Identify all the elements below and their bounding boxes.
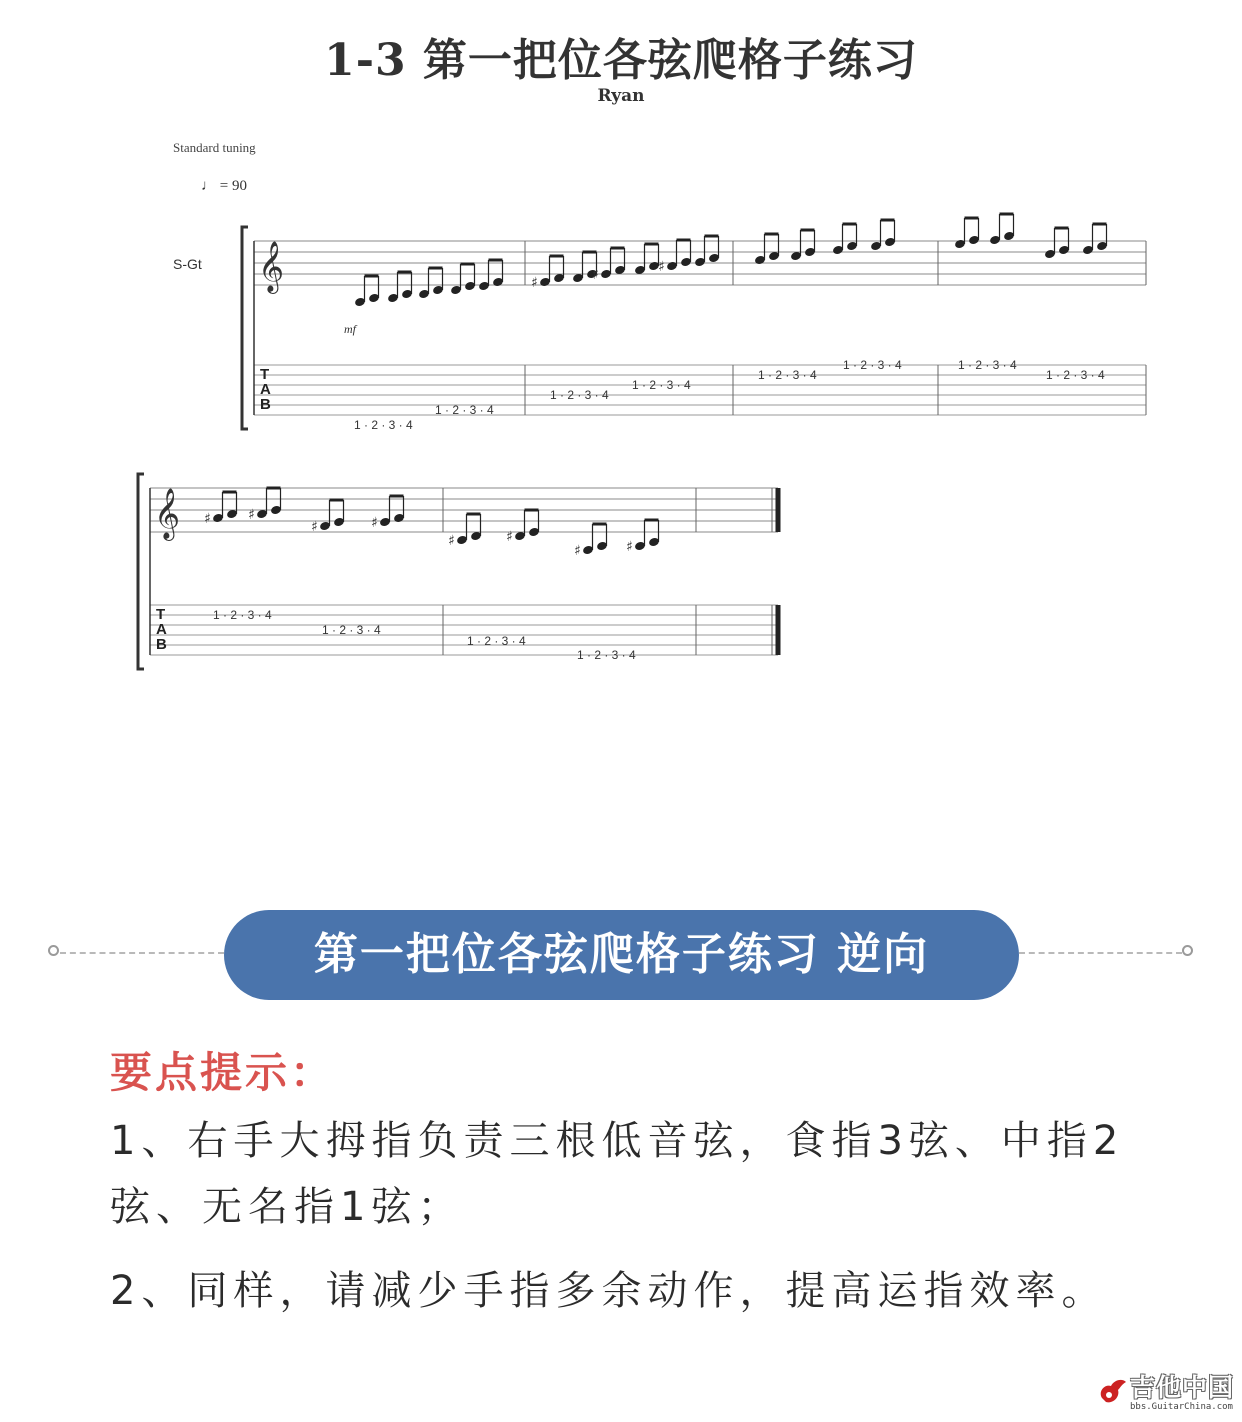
sharp-sign: ♯ bbox=[371, 515, 378, 531]
tab-letter: B bbox=[260, 396, 271, 413]
tab-fingering-group: 1 · 2 · 3 · 4 bbox=[550, 388, 609, 402]
tab-fingering-group: 1 · 2 · 3 · 4 bbox=[354, 418, 413, 432]
sheet-composer: Ryan bbox=[597, 86, 645, 106]
score-system-2 bbox=[138, 474, 778, 669]
treble-clef: 𝄞 bbox=[258, 241, 285, 292]
divider-line-right bbox=[1019, 952, 1182, 954]
system-bracket bbox=[138, 474, 144, 669]
tab-fingering-group: 1 · 2 · 3 · 4 bbox=[577, 648, 636, 662]
divider-dot-right bbox=[1182, 945, 1193, 956]
tab-fingering-group: 1 · 2 · 3 · 4 bbox=[467, 634, 526, 648]
music-score bbox=[0, 0, 1242, 700]
watermark-url: bbs.GuitarChina.com bbox=[1130, 1402, 1233, 1412]
tab-letter: A bbox=[156, 621, 167, 638]
sharp-sign: ♯ bbox=[204, 511, 211, 527]
tip-item-2: 2、同样，请减少手指多余动作，提高运指效率。 bbox=[110, 1268, 1108, 1314]
tab-fingering-group: 1 · 2 · 3 · 4 bbox=[322, 623, 381, 637]
sharp-sign: ♯ bbox=[311, 519, 318, 535]
watermark bbox=[1096, 1368, 1236, 1418]
tab-fingering-group: 1 · 2 · 3 · 4 bbox=[758, 368, 817, 382]
instrument-label: S-Gt bbox=[173, 256, 202, 272]
section-title: 第一把位各弦爬格子练习 逆向 bbox=[224, 910, 1019, 1000]
tab-fingering-group: 1 · 2 · 3 · 4 bbox=[843, 358, 902, 372]
tab-fingering-group: 1 · 2 · 3 · 4 bbox=[435, 403, 494, 417]
sheet-title: 1-3 第一把位各弦爬格子练习 bbox=[324, 35, 918, 86]
tab-letter: T bbox=[156, 606, 166, 623]
divider-line-left bbox=[60, 952, 224, 954]
sharp-sign: ♯ bbox=[448, 533, 455, 549]
treble-clef: 𝄞 bbox=[154, 488, 181, 539]
sharp-sign: ♯ bbox=[531, 275, 538, 291]
tab-letter: B bbox=[156, 636, 167, 653]
sharp-sign: ♯ bbox=[658, 259, 665, 275]
tuning-label: Standard tuning bbox=[173, 140, 256, 155]
sharp-sign: ♯ bbox=[506, 529, 513, 545]
tips-heading: 要点提示： bbox=[110, 1048, 336, 1097]
score-system-1 bbox=[242, 214, 1146, 432]
tab-letter: T bbox=[260, 366, 270, 383]
tip-item-1: 1、右手大拇指负责三根低音弦，食指3弦、中指2弦、无名指1弦； bbox=[110, 1118, 1125, 1230]
watermark-name: 吉他中国 bbox=[1130, 1373, 1235, 1402]
tab-letter: A bbox=[260, 381, 271, 398]
divider-dot-left bbox=[48, 945, 59, 956]
tab-fingering-group: 1 · 2 · 3 · 4 bbox=[632, 378, 691, 392]
sharp-sign: ♯ bbox=[592, 267, 599, 283]
tab-fingering-group: 1 · 2 · 3 · 4 bbox=[1046, 368, 1105, 382]
dynamic-marking: mf bbox=[344, 322, 356, 336]
tab-fingering-group: 1 · 2 · 3 · 4 bbox=[213, 608, 272, 622]
sharp-sign: ♯ bbox=[626, 539, 633, 555]
system-bracket bbox=[242, 227, 248, 429]
tab-fingering-group: 1 · 2 · 3 · 4 bbox=[958, 358, 1017, 372]
sharp-sign: ♯ bbox=[574, 543, 581, 559]
tempo-marking: ♩ = 90 bbox=[201, 178, 247, 194]
sharp-sign: ♯ bbox=[248, 507, 255, 523]
guitar-logo-icon bbox=[1096, 1372, 1130, 1406]
